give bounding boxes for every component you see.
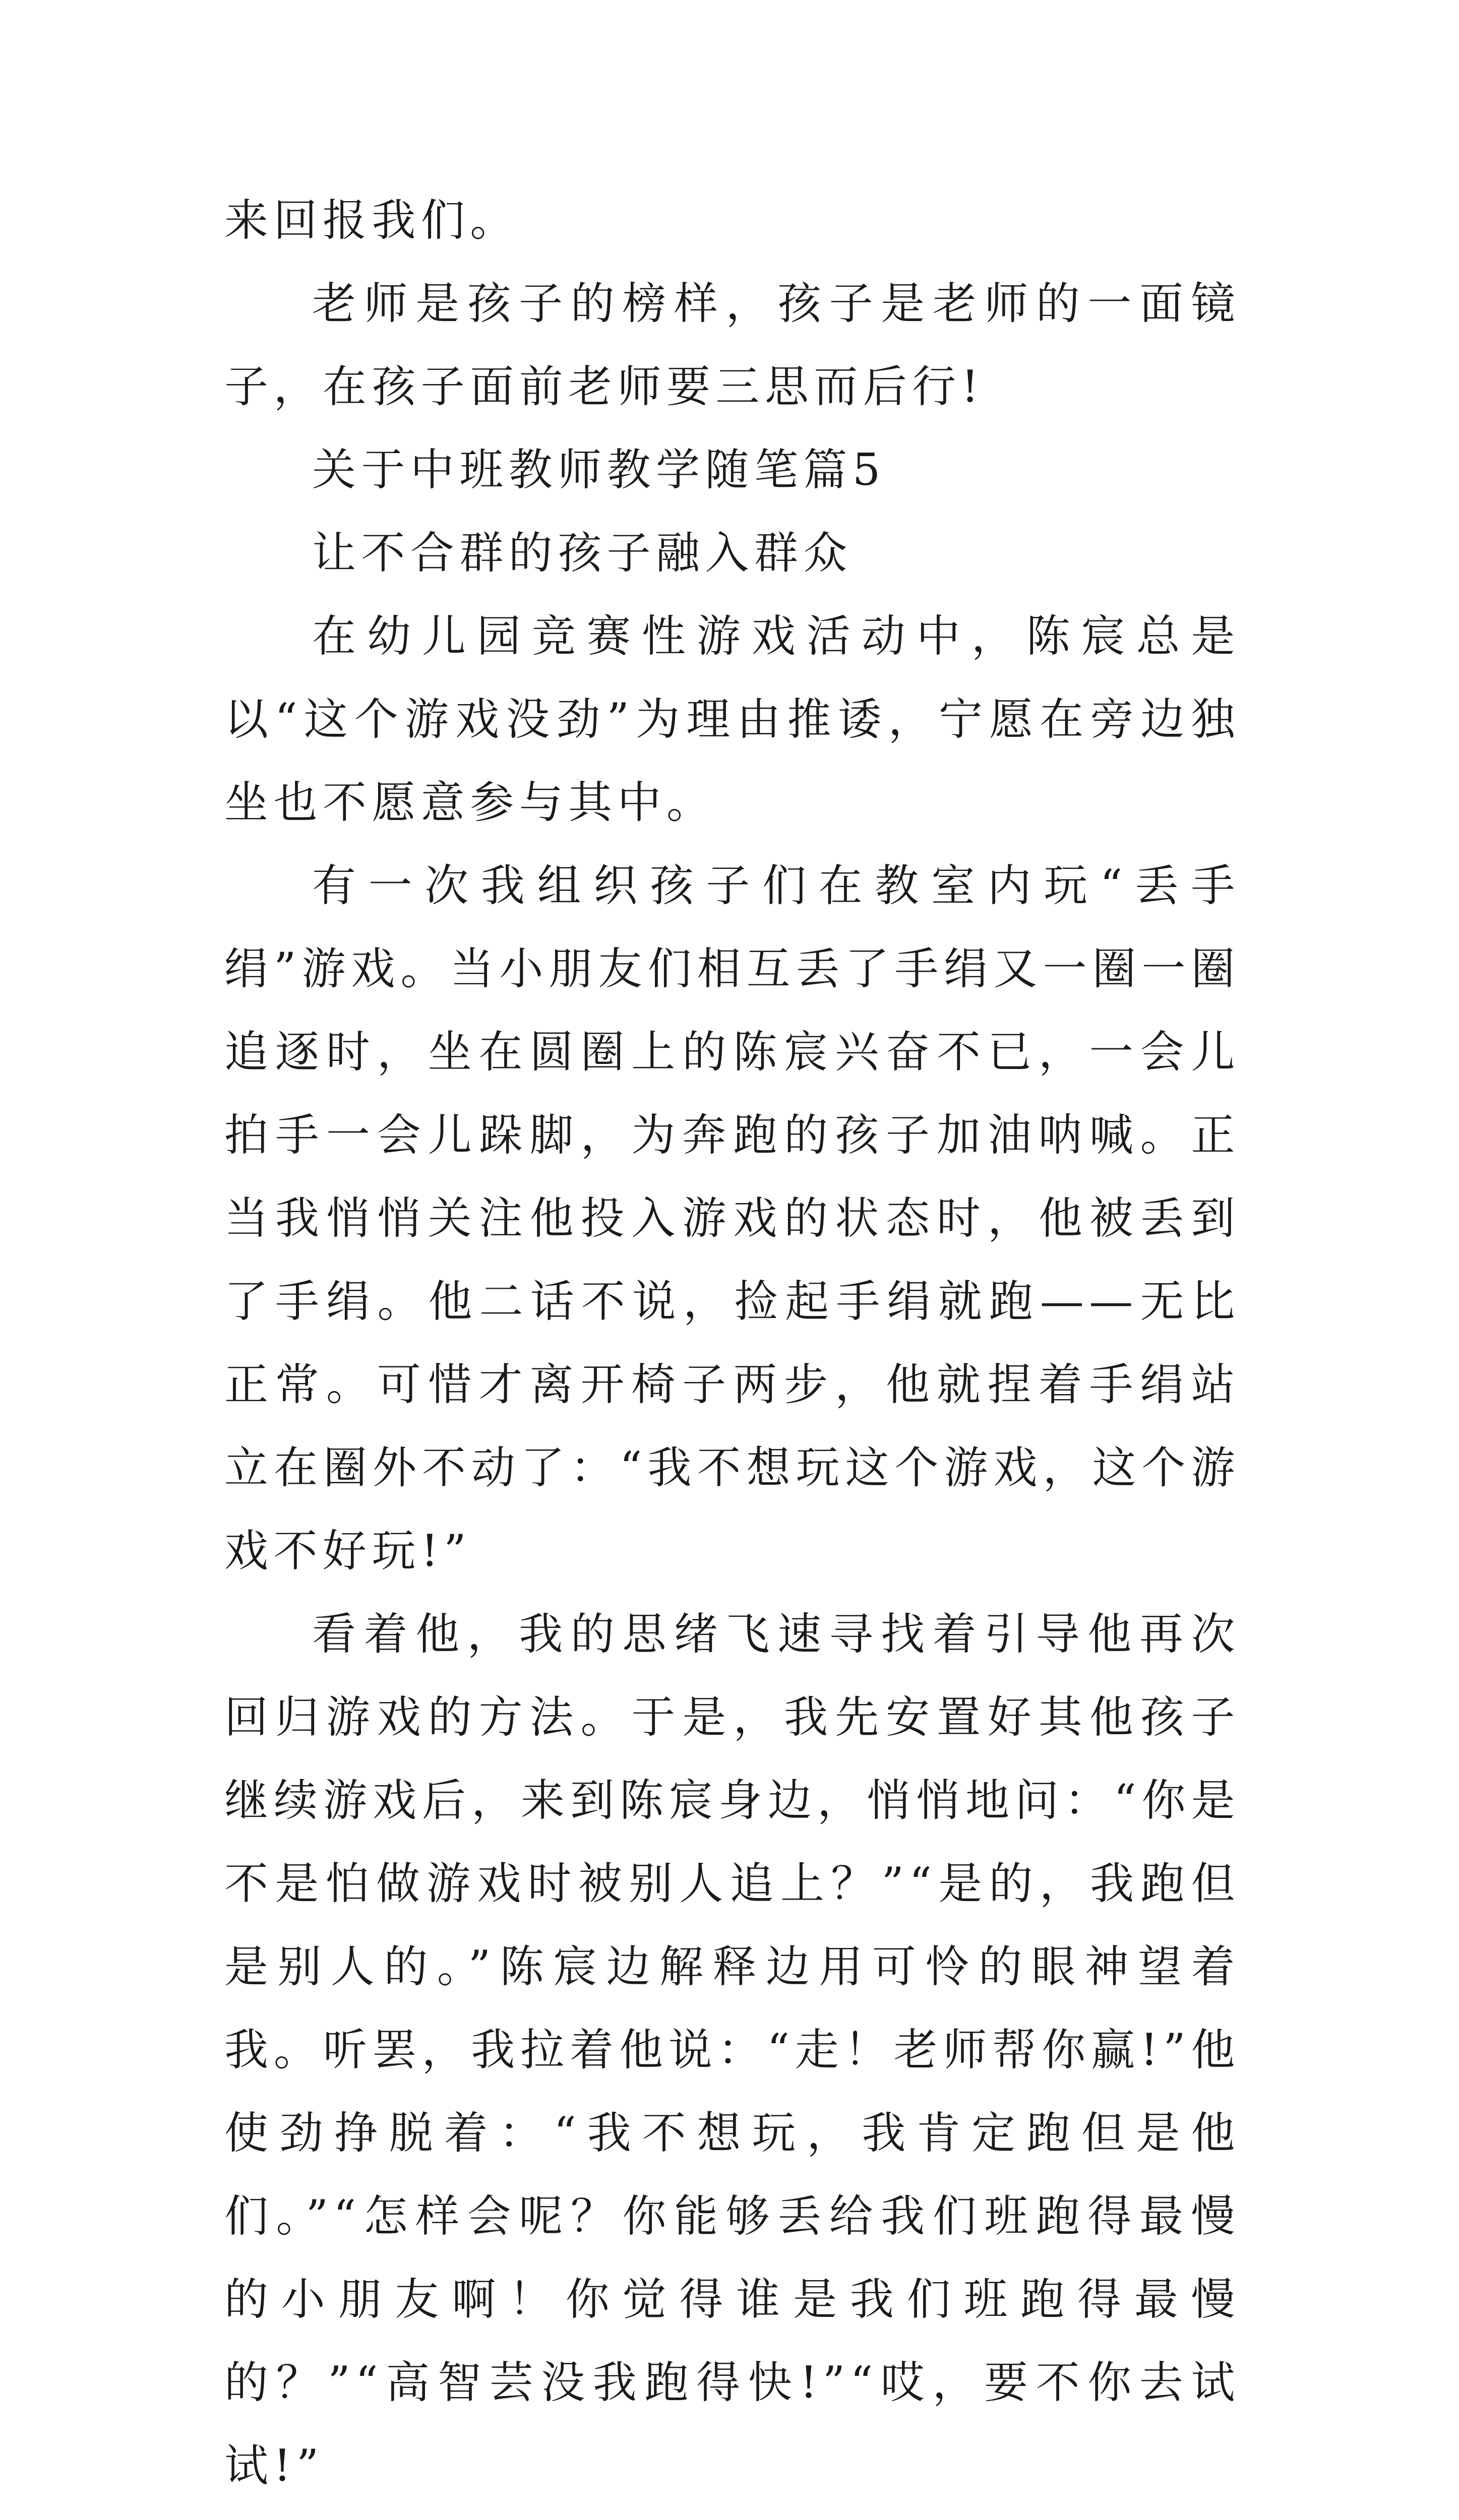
paragraph-8 — [224, 2507, 1240, 2520]
paragraph-6: 有一次我组织孩子们在教室内玩“丢手绢”游戏。当小朋友们相互丢了手绢又一圈一圈追逐时，坐在圆圈上的陈宸兴奋不已，一会儿拍手一会儿跺脚，为奔跑的孩子加油呐喊。正当我悄悄关注他投入游戏的状态时，他被丢到了手绢。他二话不说，捡起手绢就跑——无比正常。可惜才离开椅子两步，他就捏着手绢站立在圈外不动了：“我不想玩这个游戏，这个游戏不好玩!” — [224, 860, 1240, 1577]
paragraph-1: 来回报我们。 — [224, 195, 519, 246]
document-body — [224, 179, 1240, 2520]
paragraph-5: 在幼儿园竞赛性游戏活动中，陈宸总是以“这个游戏没劲”为理由推诿，宁愿在旁边独坐也不愿意参与其中。 — [224, 610, 1240, 828]
article-subtitle: 让不合群的孩子融入群众 — [312, 527, 853, 579]
paragraph-7: 看着他，我的思绪飞速寻找着引导他再次回归游戏的方法。于是，我先安置好其他孩子继续游戏后，来到陈宸身边，悄悄地问：“你是不是怕做游戏时被别人追上？”“是的，我跑但是别人的。”陈宸边解释边用可怜的眼神望着我。听罢，我拉着他说：“走！老师帮你赢!”他使劲挣脱着：“我不想玩，我肯定跑但是他们。”“怎样会呢？你能够丢给我们班跑得最慢的小朋友啊！你觉得谁是我们班跑得最慢的？”“高智芸没我跑得快!”“哎，要不你去试试!” — [224, 1608, 1240, 2491]
paragraph-2: 老师是孩子的榜样，孩子是老师的一面镜子，在孩子面前老师要三思而后行! — [224, 278, 1240, 412]
section-title: 关于中班教师教学随笔篇5 — [312, 444, 886, 495]
